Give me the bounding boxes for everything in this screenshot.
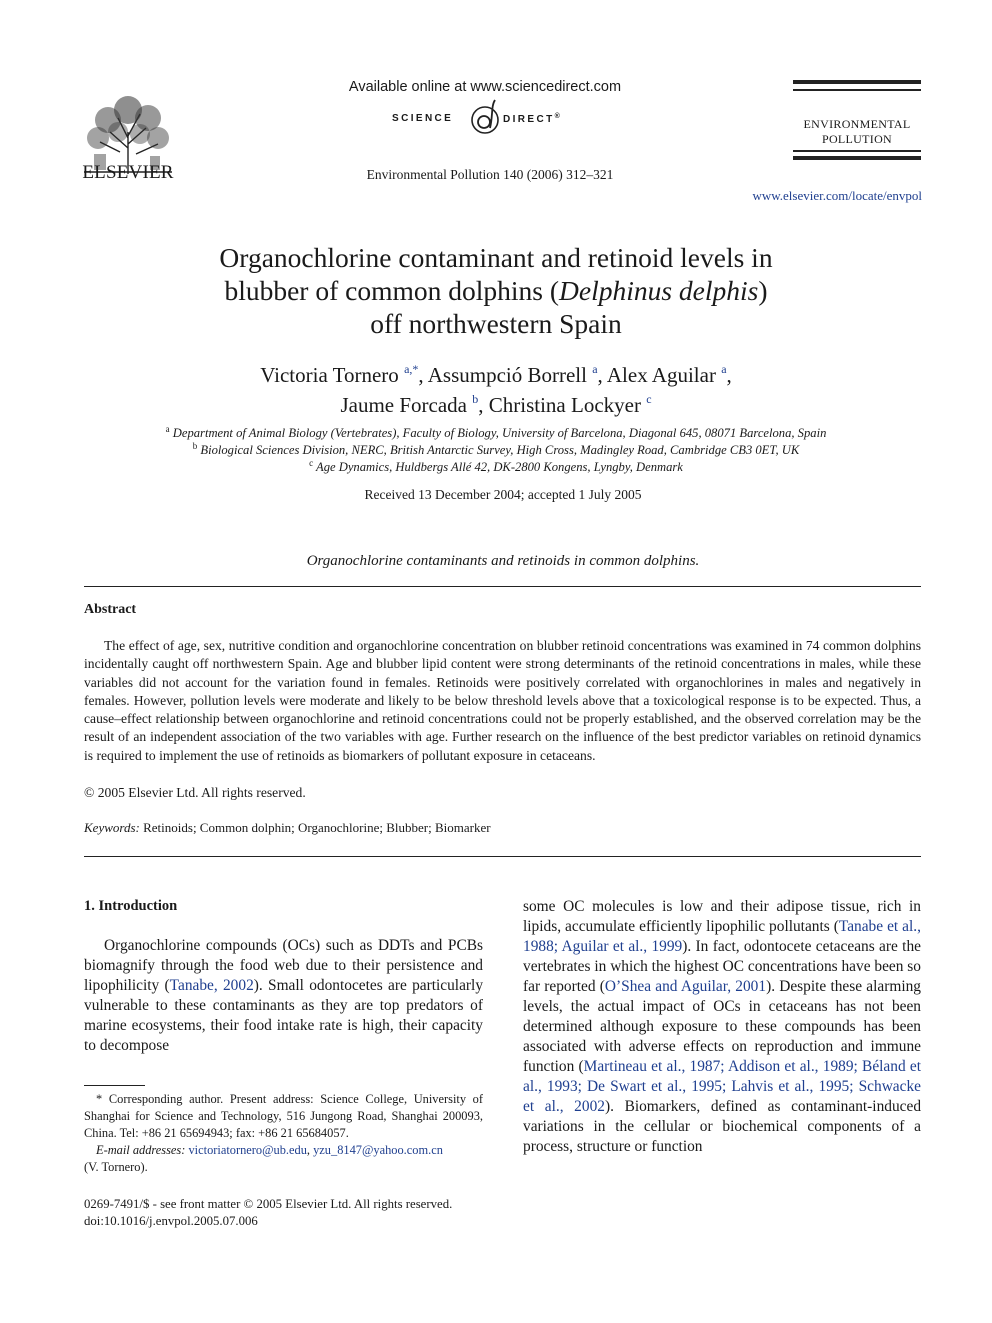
article-teaser: Organochlorine contaminants and retinoids in common dolphins.	[306, 553, 700, 569]
author-name: Victoria Tornero	[260, 363, 399, 387]
issn-line: 0269-7491/$ - see front matter © 2005 Elsevier Ltd. All rights reserved.	[84, 1197, 453, 1211]
available-online-text[interactable]: Available online at www.sciencedirect.com	[348, 79, 622, 95]
sciencedirect-at-icon	[465, 98, 505, 138]
citation-link[interactable]: O’Shea and Aguilar, 2001	[604, 978, 767, 995]
publisher-wordmark: ELSEVIER	[82, 162, 174, 183]
section-divider	[84, 856, 921, 857]
email-link[interactable]: yzu_8147@yahoo.com.cn	[313, 1143, 443, 1157]
abstract-heading: Abstract	[84, 602, 137, 617]
citation-link[interactable]: Tanabe, 2002	[169, 977, 254, 994]
journal-box-rule	[793, 156, 921, 160]
received-dates: Received 13 December 2004; accepted 1 July 2005	[364, 487, 642, 502]
journal-reference: Environmental Pollution 140 (2006) 312–321	[366, 167, 614, 182]
front-matter	[84, 1196, 504, 1230]
sciencedirect-left: SCIENCE	[392, 113, 454, 124]
keywords: Keywords: Retinoids; Common dolphin; Organochlorine; Blubber; Biomarker	[84, 820, 491, 835]
author-affiliation-link[interactable]: b	[472, 392, 479, 406]
author-affiliation-link[interactable]: a	[592, 362, 598, 376]
affiliation: $^a$ Department of Animal Biology (Vertebrates), Faculty of Biology, University of Barcelona, Diagonal 645, 08071 Barcelona, Spain	[165, 424, 827, 440]
author-list: Victoria Tornero $^{a,*}$, Assumpció Borrell $^a$, Alex Aguilar $^a$, Jaume Forcada $^b$, Christina Lockyer $^c$	[260, 362, 732, 417]
journal-name: ENVIRONMENTAL POLLUTION	[803, 117, 911, 146]
author-name: Alex Aguilar	[606, 363, 716, 387]
article-title: Organochlorine contaminant and retinoid levels in blubber of common dolphins (Delphinus delphis) off northwestern Spain	[219, 242, 773, 339]
sciencedirect-right: DIRECT®	[503, 113, 560, 125]
author-affiliation-link[interactable]: a,*	[404, 362, 419, 376]
journal-box-rule	[793, 150, 921, 152]
doi-line: doi:10.1016/j.envpol.2005.07.006	[84, 1214, 258, 1228]
journal-box-rule	[793, 89, 921, 91]
journal-url-link[interactable]: www.elsevier.com/locate/envpol	[752, 188, 922, 203]
intro-right-column: some OC molecules is low and their adipose tissue, rich in lipids, accumulate efficiently lipophilic pollutants (Tanabe et al., 1988; Aguilar et al., 1999). In fact, odontocete cetaceans are the vertebrates in which the highest OC concentrations have been so far reported (O’Shea and Aguilar, 2001). Despite these alarming levels, the actual impact of OCs in cetaceans has not been determined although exposure to these compounds has been associated with adverse effects on reproduction and immune function (Martineau et al., 1987; Addison et al., 1989; Béland et al., 1993; De Swart et al., 1995; Lahvis et al., 1995; Schwacke et al., 2002). Biomarkers, defined as contaminant-induced variations in the cellular or biochemical components of a process, structure or function	[523, 898, 922, 1155]
affiliation: $^c$ Age Dynamics, Huldbergs Allé 42, DK-2800 Kongens, Lyngby, Denmark	[309, 458, 683, 474]
email-link[interactable]: victoriatornero@ub.edu	[188, 1143, 307, 1157]
abstract-copyright: © 2005 Elsevier Ltd. All rights reserved.	[84, 785, 306, 800]
footnote-rule	[84, 1085, 145, 1086]
author-affiliation-link[interactable]: a	[721, 362, 727, 376]
intro-left-column: Organochlorine compounds (OCs) such as DDTs and PCBs biomagnify through the food web due to their persistence and lipophilicity (Tanabe, 2002). Small odontocetes are particularly vulnerable to these contaminants as they are top predators of marine ecosystems, their food intake rate is high, their capacity to decompose	[84, 937, 484, 1054]
intro-heading: 1. Introduction	[84, 898, 178, 914]
author-name: Jaume Forcada	[340, 393, 467, 417]
citation-link[interactable]: Tanabe et al., 1988; Aguilar et al., 1999	[523, 918, 921, 955]
author-name: Assumpció Borrell	[427, 363, 587, 387]
abstract-body: The effect of age, sex, nutritive condition and organochlorine concentration on blubber retinoid concentrations was examined in 74 common dolphins incidentally caught off northwestern Spain. Age and blubber lipid content were strong determinants of the retinoid concentrations in males, while these variables did not account for the variation found in females. Retinoids were positively correlated with organochlorines in males and negatively in females. However, pollution levels were moderate and likely to be below threshold levels above that a toxicological response is to be expected. Thus, a cause–effect relationship between organochlorine and retinoid concentrations could not be properly established, and the observed correlation may be the result of an independent association of the two variables with age. Further research on the influence of the best predictor variables on retinoid dynamics is required to implement the use of retinoids as biomarkers of pollutant exposure in cetaceans.	[84, 638, 921, 763]
journal-box-rule	[793, 80, 921, 84]
citation-link[interactable]: Martineau et al., 1987; Addison et al., 1989; Béland et al., 1993; De Swart et al., 1995; Lahvis et al., 1995; Schwacke et al., 2002	[523, 1058, 921, 1115]
author-affiliation-link[interactable]: c	[646, 392, 652, 406]
corresponding-author-footnote: * Corresponding author. Present address: Science College, University of Shanghai for Science and Technology, 516 Jungong Road, Shanghai 200093, China. Tel: +86 21 65694943; fax: +86 21 65684057. E-mail addresses: victoriatornero@ub.edu, yzu_8147@yahoo.com.cn (V. Tornero).	[84, 1092, 483, 1174]
author-name: Christina Lockyer	[488, 393, 641, 417]
affiliation: $^b$ Biological Sciences Division, NERC, British Antarctic Survey, High Cross, Madingley Road, Cambridge CB3 0ET, UK	[192, 441, 800, 457]
section-divider	[84, 586, 921, 587]
